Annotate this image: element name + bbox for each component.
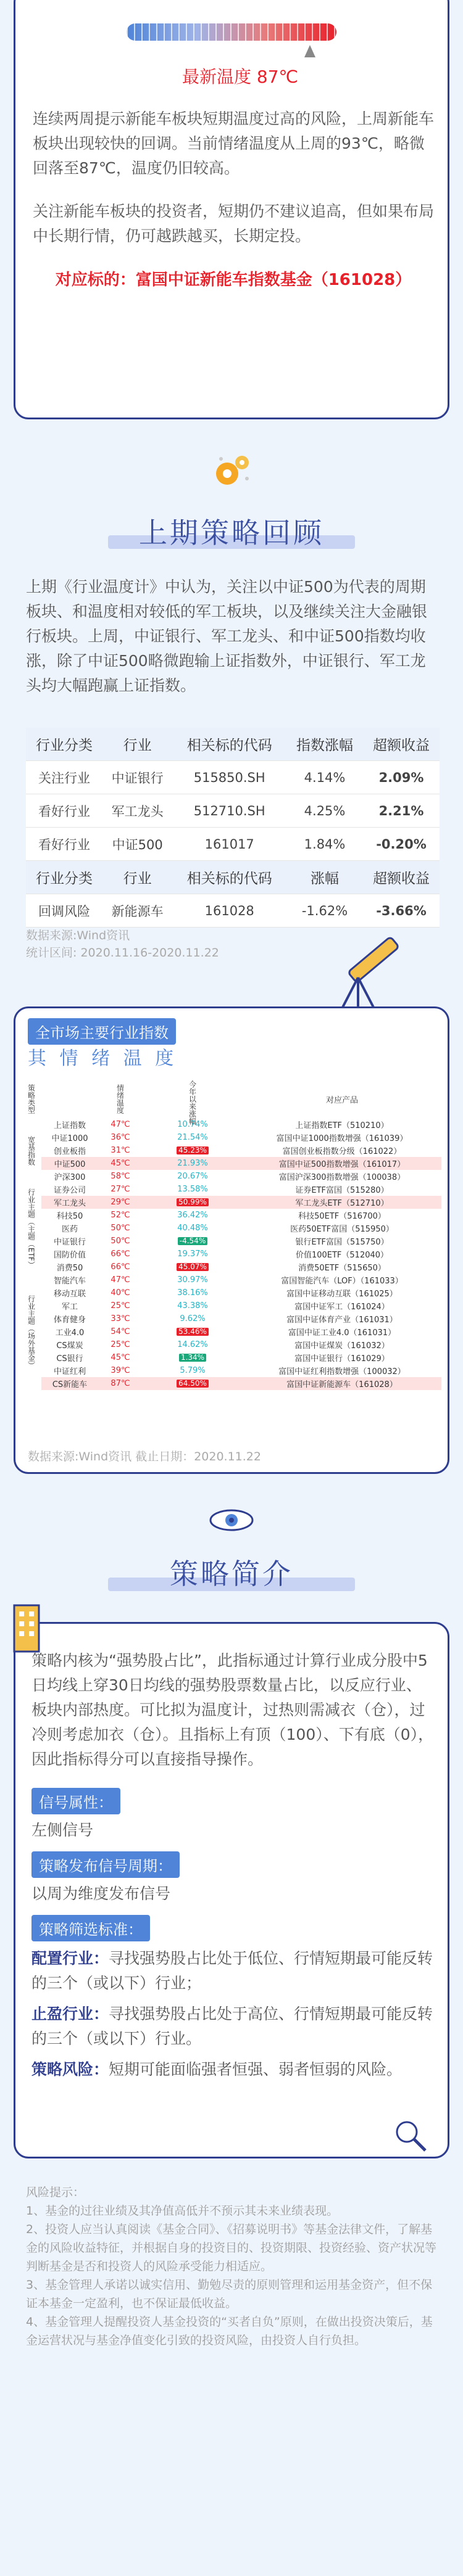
heat-temperature: 45℃: [111, 1159, 130, 1168]
table-cell: 中证银行: [102, 761, 172, 794]
heat-industry: 沪深300: [54, 1173, 86, 1182]
heat-temperature: 50℃: [111, 1237, 130, 1246]
heat-row: [22, 1338, 441, 1351]
table-cell: 161017: [172, 828, 286, 861]
heat-ytd: [143, 1235, 243, 1248]
heat-row: [22, 1325, 441, 1338]
ytd-bar: 5.79%: [180, 1366, 206, 1375]
heat-product: 富国中证500指数增强（161017）: [278, 1160, 406, 1169]
strategy-title: 策略简介: [170, 1557, 293, 1590]
review-title: 上期策略回顾: [139, 516, 324, 549]
table-cell: 4.25%: [286, 794, 363, 828]
table-header: 指数涨幅: [286, 728, 363, 761]
heat-ytd: [143, 1157, 243, 1170]
table-header: 超额收益: [363, 728, 440, 761]
heat-temperature: 58℃: [111, 1172, 130, 1181]
heat-row: [22, 1377, 441, 1390]
strategy-intro: 策略内核为“强势股占比”，此指标通过计算行业成分股中5日均线上穿30日均线的强势股票数量占比，以反应行业、板块内部热度。可比拟为温度计，过热则需减衣（仓），过冷则考虑加衣（仓）。且指标上有顶（100）、下有底（0），因此指标得分可以直接指导操作。: [31, 1652, 434, 1768]
heat-row: [22, 1299, 441, 1312]
ytd-bar: 53.46%: [177, 1328, 209, 1336]
heat-product: 富国中证工业4.0（161031）: [288, 1328, 396, 1338]
heat-title: 其 情 绪 温 度: [28, 1048, 178, 1069]
target-fund-label: 对应标的：富国中证新能车指数基金（161028）: [55, 271, 412, 289]
section1-paragraph-2: 关注新能车板块的投资者，短期仍不建议追高，但如果布局中长期行情，仍可越跌越买，长期定投。: [33, 202, 435, 245]
table-row: [26, 794, 440, 828]
heat-row: [22, 1157, 441, 1170]
heat-industry: 中证500: [54, 1160, 86, 1169]
heat-table: [22, 1080, 441, 1390]
heat-temperature: 33℃: [111, 1314, 130, 1323]
heat-ytd: [143, 1377, 243, 1390]
heat-ytd: [143, 1170, 243, 1183]
table-cell: -3.66%: [363, 894, 440, 928]
heat-row: [22, 1261, 441, 1274]
heat-industry: 军工龙头: [53, 1199, 86, 1208]
heat-temperature: 40℃: [111, 1288, 130, 1298]
table-cell: 看好行业: [26, 828, 102, 861]
table-cell: 4.14%: [286, 761, 363, 794]
table-cell: 关注行业: [26, 761, 102, 794]
heat-industry: CS煤炭: [56, 1341, 83, 1351]
stop-paragraph: [31, 2002, 435, 2051]
group-name: 行业主题（主题（ETF）: [22, 1183, 41, 1274]
table-cell: 2.09%: [363, 761, 440, 794]
latest-temperature-label: 最新温度 87℃: [182, 67, 298, 87]
heat-product: 消费50ETF（515650）: [298, 1264, 386, 1273]
heat-industry: 体育健身: [53, 1315, 86, 1325]
table-header: 对应产品: [325, 1095, 358, 1105]
ytd-bar: -4.54%: [178, 1237, 207, 1245]
footer-title: 风险提示：: [26, 2186, 85, 2199]
heat-tag: 全市场主要行业指数: [28, 1018, 176, 1045]
heat-product: 富国智能汽车（LOF）（161033）: [281, 1277, 403, 1286]
heat-temperature: 39℃: [111, 1366, 130, 1375]
heat-industry: 工业4.0: [55, 1328, 85, 1338]
table-cell: 512710.SH: [172, 794, 286, 828]
risk-text: 短期可能面临强者恒强、弱者恒弱的风险。: [109, 2060, 403, 2078]
heat-temperature: 27℃: [111, 1185, 130, 1194]
risk-paragraph: [31, 2057, 435, 2082]
magnifier-icon: [392, 2117, 429, 2154]
heat-row: [22, 1235, 441, 1248]
table-cell: 中证500: [102, 828, 172, 861]
table-header: 行业: [102, 861, 172, 894]
heat-ytd: [143, 1338, 243, 1351]
heat-row: [22, 1196, 441, 1209]
heat-product: 科技50ETF（516700）: [298, 1212, 386, 1221]
heat-row: [22, 1183, 441, 1196]
heat-row: [22, 1170, 441, 1183]
heat-product: 银行ETF富国（515750）: [295, 1238, 389, 1247]
heat-product: 价值100ETF（512040）: [295, 1251, 389, 1260]
thermometer-scale: [127, 23, 336, 41]
heat-industry: 中证红利: [53, 1367, 86, 1376]
risk-label: 策略风险：: [31, 2060, 109, 2078]
group-name: 宽基指数: [22, 1118, 41, 1183]
table-header: 行业: [102, 728, 172, 761]
table-header: 行业分类: [26, 728, 102, 761]
table-cell: 回调风险: [26, 894, 102, 928]
heat-temperature: 25℃: [111, 1340, 130, 1349]
config-paragraph: [31, 1946, 435, 1996]
footer-item: 1、基金的过往业绩及其净值高低并不预示其未来业绩表现。: [26, 2204, 339, 2218]
ytd-bar: 1.34%: [179, 1354, 206, 1362]
heat-industry: CS新能车: [52, 1380, 88, 1389]
performance-table-1: [26, 728, 440, 928]
review-period: 统计区间: 2020.11.16-2020.11.22: [26, 946, 219, 960]
heat-product: 富国中证银行（161029）: [294, 1354, 390, 1364]
building-icon: [9, 1599, 46, 1655]
signal-attr-value: 左侧信号: [31, 1821, 94, 1839]
footer-item: 2、投资人应当认真阅读《基金合同》、《招募说明书》等基金法律文件，了解基金的风险收益特征，并根据自身的投资目的、投资期限、投资经验、资产状况等判断基金是否和投资人的风险承受能力相适应。: [26, 2223, 437, 2273]
ytd-bar: 43.38%: [177, 1301, 208, 1311]
heat-temperature: 36℃: [111, 1133, 130, 1142]
heat-ytd: [143, 1351, 243, 1364]
heat-row: [22, 1351, 441, 1364]
ytd-bar: 14.62%: [177, 1340, 208, 1349]
heat-industry: 创业板指: [53, 1147, 86, 1156]
table-cell: 515850.SH: [172, 761, 286, 794]
heat-temperature: 66℃: [111, 1249, 130, 1259]
table-header: 相关标的代码: [172, 728, 286, 761]
heat-row: [22, 1118, 441, 1131]
heat-row: [22, 1222, 441, 1235]
table-cell: 新能源车: [102, 894, 172, 928]
eye-icon: [207, 1505, 256, 1536]
strategy-card: [14, 1622, 449, 2158]
heat-row: [22, 1248, 441, 1261]
ytd-bar: 38.16%: [177, 1288, 208, 1298]
heat-product: 富国中证煤炭（161032）: [294, 1341, 390, 1351]
heat-source: 数据来源:Wind资讯 截止日期：2020.11.22: [28, 1450, 261, 1463]
ytd-bar: 13.58%: [177, 1185, 208, 1194]
heat-header-row: [22, 1080, 441, 1118]
heat-product: 富国中证1000指数增强（161039）: [276, 1134, 408, 1143]
heat-temperature: 52℃: [111, 1211, 130, 1220]
heat-ytd: [143, 1299, 243, 1312]
ytd-bar: 21.54%: [177, 1133, 208, 1142]
heat-temperature: 47℃: [111, 1120, 130, 1129]
heat-industry: 中证银行: [53, 1238, 86, 1247]
heat-industry: 科技50: [56, 1212, 83, 1221]
group-name: 行业主题（场外基金）: [22, 1274, 41, 1390]
gear-icon: [210, 449, 253, 492]
ytd-bar: 40.48%: [177, 1224, 208, 1233]
table-row: [26, 828, 440, 861]
heat-industry: 消费50: [56, 1264, 83, 1273]
review-source: 数据来源:Wind资讯: [26, 929, 130, 942]
heat-row: [22, 1364, 441, 1377]
freq-value: 以周为维度发布信号: [31, 1885, 171, 1903]
table-header-row: [26, 861, 440, 894]
heat-product: 富国中证新能源车（161028）: [286, 1380, 398, 1389]
heat-temperature: 29℃: [111, 1198, 130, 1207]
table-row: [26, 761, 440, 794]
filter-label: 策略筛选标准：: [31, 1915, 150, 1941]
ytd-bar: 64.50%: [177, 1380, 209, 1388]
heat-ytd: [143, 1131, 243, 1144]
heat-ytd: [143, 1183, 243, 1196]
table-cell: 军工龙头: [102, 794, 172, 828]
heat-ytd: [143, 1364, 243, 1377]
heat-product: 富国沪深300指数增强（100038）: [278, 1173, 406, 1182]
heat-ytd: [143, 1209, 243, 1222]
heat-temperature: 87℃: [111, 1379, 130, 1388]
heat-temperature: 50℃: [111, 1224, 130, 1233]
heat-product: 富国中证红利指数增强（100032）: [278, 1367, 406, 1376]
temperature-pointer-icon: [304, 45, 315, 57]
footer-item: 4、基金管理人提醒投资人基金投资的“买者自负”原则，在做出投资决策后，基金运营状况与基金净值变化引致的投资风险，由投资人自行负担。: [26, 2315, 433, 2347]
heat-product: 上证指数ETF（510210）: [295, 1121, 389, 1130]
heat-industry: 智能汽车: [53, 1277, 86, 1286]
table-cell: 1.84%: [286, 828, 363, 861]
heat-product: 富国中证体育产业（161031）: [286, 1315, 398, 1325]
config-text: 寻找强势股占比处于低位、行情短期最可能反转的三个（或以下）行业；: [31, 1949, 433, 1992]
heat-temperature: 47℃: [111, 1275, 130, 1285]
heat-ytd: [143, 1248, 243, 1261]
heat-row: [22, 1209, 441, 1222]
ytd-bar: 45.07%: [177, 1263, 209, 1271]
table-cell: 161028: [172, 894, 286, 928]
ytd-bar: 19.37%: [177, 1249, 208, 1259]
table-cell: -1.62%: [286, 894, 363, 928]
heat-product: 富国中证移动互联（161025）: [286, 1290, 398, 1299]
heat-temperature: 31℃: [111, 1146, 130, 1155]
heat-industry: 移动互联: [53, 1290, 86, 1299]
heat-ytd: [143, 1118, 243, 1131]
heat-row: [22, 1286, 441, 1299]
table-header: 超额收益: [363, 861, 440, 894]
heat-temperature: 45℃: [111, 1353, 130, 1362]
heat-ytd: [143, 1286, 243, 1299]
heat-product: 证券ETF富国（515280）: [295, 1186, 389, 1195]
heat-card: [14, 1006, 449, 1474]
heat-industry: 中证1000: [51, 1134, 88, 1143]
ytd-bar: 9.62%: [180, 1314, 206, 1323]
stop-label: 止盈行业：: [31, 2005, 109, 2023]
heat-row: [22, 1144, 441, 1157]
ytd-bar: 21.93%: [177, 1159, 208, 1168]
ytd-bar: 36.42%: [177, 1211, 208, 1220]
footer-item: 3、基金管理人承诺以诚实信用、勤勉尽责的原则管理和运用基金资产，但不保证本基金一定盈利，也不保证最低收益。: [26, 2278, 433, 2310]
ytd-bar: 20.67%: [177, 1172, 208, 1181]
risk-footer: [26, 2183, 440, 2350]
freq-label: 策略发布信号周期：: [31, 1851, 180, 1878]
heat-temperature: 66℃: [111, 1262, 130, 1272]
heat-ytd: [143, 1325, 243, 1338]
heat-industry: 医药: [61, 1225, 78, 1234]
heat-row: [22, 1312, 441, 1325]
heat-product: 富国创业板指数分级（161022）: [282, 1147, 402, 1156]
heat-body: [22, 1118, 441, 1390]
heat-ytd: [143, 1312, 243, 1325]
telescope-icon: [321, 922, 407, 1014]
ytd-bar: 50.99%: [177, 1198, 209, 1206]
stop-text: 寻找强势股占比处于高位、行情短期最可能反转的三个（或以下）行业。: [31, 2005, 433, 2047]
table-header-row: [26, 728, 440, 761]
heat-product: 军工龙头ETF（512710）: [295, 1199, 389, 1208]
heat-industry: 证券公司: [53, 1186, 86, 1195]
config-label: 配置行业：: [31, 1949, 109, 1967]
table-header: 行业分类: [26, 861, 102, 894]
heat-ytd: [143, 1261, 243, 1274]
review-intro: 上期《行业温度计》中认为，关注以中证500为代表的周期板块、和温度相对较低的军工板块，以及继续关注大金融银行板块。上周，中证银行、军工龙头、和中证500指数均收涨，除了中证500略微跑输上证指数外，中证银行、军工龙头均大幅跑赢上证指数。: [26, 578, 428, 694]
ytd-bar: 10.74%: [177, 1120, 208, 1129]
table-header: 策略类型: [27, 1084, 36, 1114]
heat-row: [22, 1274, 441, 1286]
table-cell: -0.20%: [363, 828, 440, 861]
thermometer-card: [14, 0, 449, 419]
ytd-bar: 45.23%: [177, 1146, 209, 1154]
signal-attr-label: 信号属性：: [31, 1788, 120, 1814]
heat-row: [22, 1131, 441, 1144]
table-header: 情绪温度: [115, 1084, 125, 1114]
heat-industry: 国防价值: [53, 1251, 86, 1260]
heat-ytd: [143, 1196, 243, 1209]
heat-industry: 上证指数: [53, 1121, 86, 1130]
table-header: 今年以来涨幅: [188, 1080, 197, 1125]
table-header: 涨幅: [286, 861, 363, 894]
heat-industry: CS银行: [56, 1354, 83, 1364]
heat-ytd: [143, 1222, 243, 1235]
ytd-bar: 30.97%: [177, 1275, 208, 1285]
section1-paragraph-1: 连续两周提示新能车板块短期温度过高的风险，上周新能车板块出现较快的回调。当前情绪温度从上周的93℃，略微回落至87℃，温度仍旧较高。: [33, 110, 435, 177]
heat-product: 富国中证军工（161024）: [294, 1302, 390, 1312]
heat-temperature: 25℃: [111, 1301, 130, 1311]
heat-ytd: [143, 1274, 243, 1286]
table-header: 相关标的代码: [172, 861, 286, 894]
heat-product: 医药50ETF富国（515950）: [290, 1225, 394, 1234]
table-cell: 2.21%: [363, 794, 440, 828]
heat-temperature: 54℃: [111, 1327, 130, 1336]
heat-industry: 军工: [61, 1302, 78, 1312]
table-cell: 看好行业: [26, 794, 102, 828]
heat-ytd: [143, 1144, 243, 1157]
